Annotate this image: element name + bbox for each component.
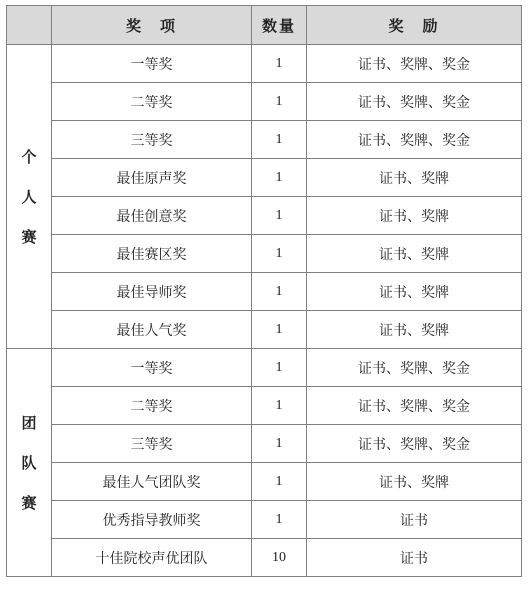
prize-cell: 证书、奖牌 (307, 311, 522, 349)
count-cell: 1 (252, 311, 307, 349)
prize-cell: 证书、奖牌 (307, 235, 522, 273)
header-count: 数量 (252, 6, 307, 45)
table-row (7, 273, 522, 311)
table-row (7, 159, 522, 197)
count-cell: 1 (252, 235, 307, 273)
award-cell: 一等奖 (52, 45, 252, 83)
awards-table-container (6, 5, 522, 577)
header-award: 奖 项 (52, 6, 252, 45)
table-row (7, 121, 522, 159)
table-row (7, 539, 522, 577)
prize-cell: 证书、奖牌 (307, 197, 522, 235)
award-cell: 最佳创意奖 (52, 197, 252, 235)
header-prize: 奖 励 (307, 6, 522, 45)
table-row (7, 235, 522, 273)
prize-cell: 证书、奖牌、奖金 (307, 121, 522, 159)
prize-cell: 证书、奖牌、奖金 (307, 425, 522, 463)
count-cell: 1 (252, 159, 307, 197)
award-cell: 一等奖 (52, 349, 252, 387)
count-cell: 1 (252, 349, 307, 387)
award-cell: 最佳人气奖 (52, 311, 252, 349)
award-cell: 最佳导师奖 (52, 273, 252, 311)
count-cell: 1 (252, 45, 307, 83)
count-cell: 1 (252, 387, 307, 425)
award-cell: 二等奖 (52, 387, 252, 425)
table-row (7, 387, 522, 425)
awards-table (6, 5, 522, 577)
count-cell: 1 (252, 121, 307, 159)
prize-cell: 证书、奖牌 (307, 463, 522, 501)
table-row (7, 463, 522, 501)
prize-cell: 证书、奖牌 (307, 159, 522, 197)
award-cell: 最佳赛区奖 (52, 235, 252, 273)
count-cell: 10 (252, 539, 307, 577)
count-cell: 1 (252, 197, 307, 235)
count-cell: 1 (252, 425, 307, 463)
award-cell: 十佳院校声优团队 (52, 539, 252, 577)
table-row (7, 349, 522, 387)
prize-cell: 证书 (307, 539, 522, 577)
prize-cell: 证书、奖牌、奖金 (307, 45, 522, 83)
prize-cell: 证书、奖牌 (307, 273, 522, 311)
award-cell: 二等奖 (52, 83, 252, 121)
count-cell: 1 (252, 501, 307, 539)
table-row (7, 45, 522, 83)
count-cell: 1 (252, 83, 307, 121)
group-name: 团队赛 (21, 413, 37, 512)
group-name: 个人赛 (21, 147, 37, 246)
table-body (7, 45, 522, 577)
count-cell: 1 (252, 463, 307, 501)
group-label (7, 45, 52, 349)
award-cell: 最佳人气团队奖 (52, 463, 252, 501)
prize-cell: 证书、奖牌、奖金 (307, 83, 522, 121)
table-row (7, 425, 522, 463)
award-cell: 优秀指导教师奖 (52, 501, 252, 539)
table-row (7, 311, 522, 349)
award-cell: 三等奖 (52, 121, 252, 159)
header-group (7, 6, 52, 45)
header-row (7, 6, 522, 45)
table-row (7, 197, 522, 235)
prize-cell: 证书、奖牌、奖金 (307, 349, 522, 387)
prize-cell: 证书 (307, 501, 522, 539)
prize-cell: 证书、奖牌、奖金 (307, 387, 522, 425)
table-row (7, 501, 522, 539)
award-cell: 三等奖 (52, 425, 252, 463)
award-cell: 最佳原声奖 (52, 159, 252, 197)
table-row (7, 83, 522, 121)
group-label (7, 349, 52, 577)
count-cell: 1 (252, 273, 307, 311)
